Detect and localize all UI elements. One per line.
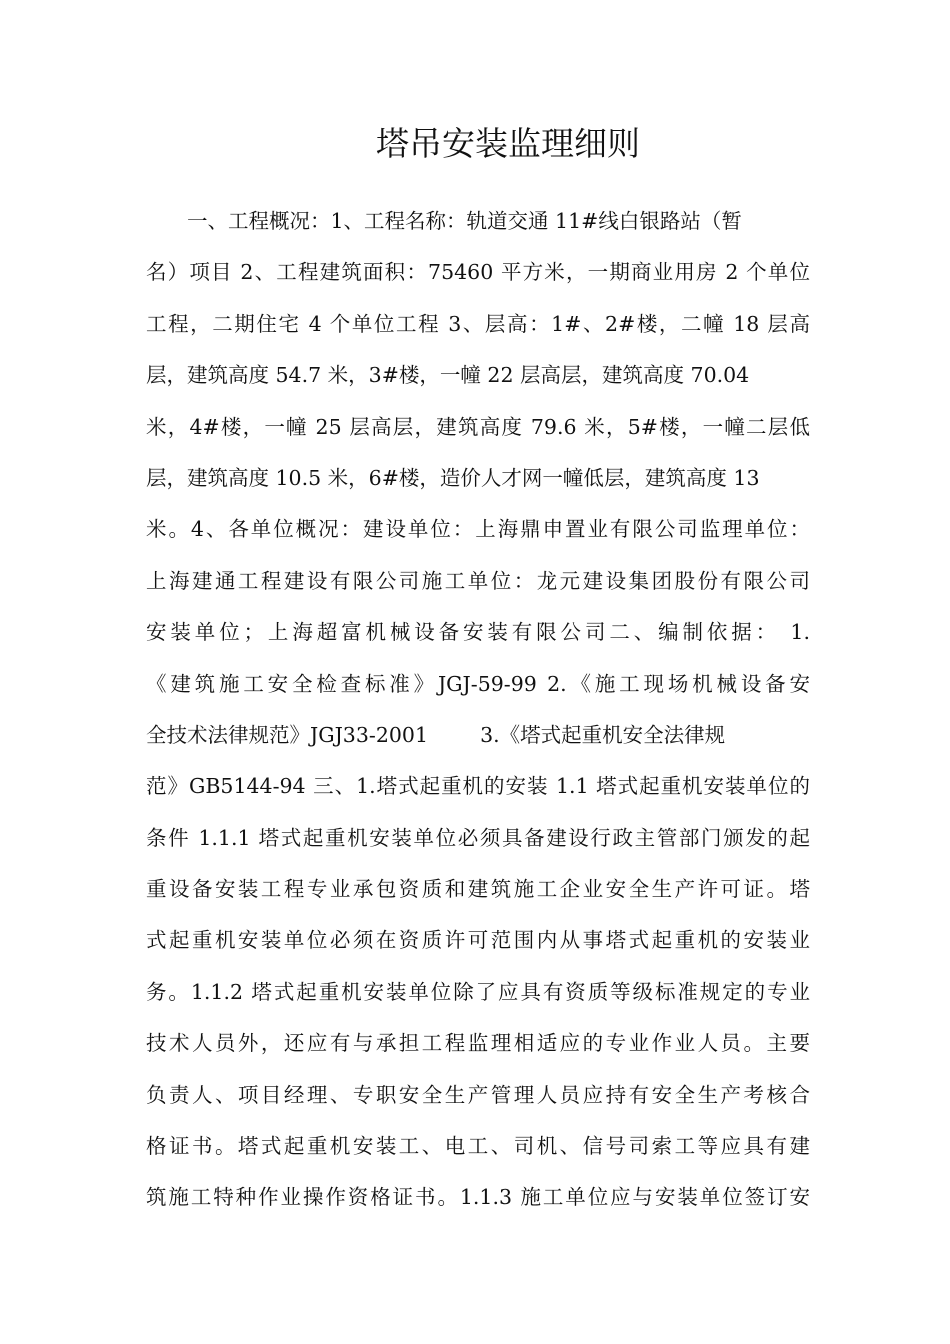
body-line: 工程，二期住宅 4 个单位工程 3、层高：1#、2#楼，二幢 18 层高 [146, 311, 810, 336]
body-line: 技术人员外，还应有与承担工程监理相适应的专业作业人员。主要 [146, 1031, 810, 1056]
body-line: 安装单位；上海超富机械设备安装有限公司二、编制依据： 1. [146, 620, 810, 645]
body-line: 名）项目 2、工程建筑面积：75460 平方米，一期商业用房 2 个单位 [146, 260, 810, 285]
document-title: 塔吊安装监理细则 [376, 124, 640, 163]
body-line: 《建筑施工安全检查标准》JGJ-59-99 2.《施工现场机械设备安 [146, 671, 810, 696]
body-line: 一、工程概况：1、工程名称：轨道交通 11#线白银路站（暂 [187, 209, 742, 233]
document-body [146, 196, 810, 1224]
body-line: 米。4、各单位概况：建设单位：上海鼎申置业有限公司监理单位： [146, 517, 810, 542]
body-line: 上海建通工程建设有限公司施工单位：龙元建设集团股份有限公司 [146, 568, 810, 593]
body-line: 层，建筑高度 10.5 米，6#楼，造价人才网一幢低层，建筑高度 13 [146, 465, 760, 490]
body-line: 层，建筑高度 54.7 米，3#楼，一幢 22 层高层，建筑高度 70.04 [146, 363, 750, 388]
body-line: 格证书。塔式起重机安装工、电工、司机、信号司索工等应具有建 [146, 1134, 810, 1159]
body-line: 式起重机安装单位必须在资质许可范围内从事塔式起重机的安装业 [146, 928, 810, 953]
body-line: 条件 1.1.1 塔式起重机安装单位必须具备建设行政主管部门颁发的起 [146, 825, 810, 850]
body-line: 重设备安装工程专业承包资质和建筑施工企业安全生产许可证。塔 [146, 877, 810, 902]
body-line: 务。1.1.2 塔式起重机安装单位除了应具有资质等级标准规定的专业 [146, 979, 810, 1004]
body-line: 全技术法律规范》JGJ33-2001 3.《塔式起重机安全法律规 [146, 722, 726, 747]
body-line: 米，4#楼，一幢 25 层高层，建筑高度 79.6 米，5#楼，一幢二层低 [146, 414, 810, 439]
body-line: 范》GB5144-94 三、1.塔式起重机的安装 1.1 塔式起重机安装单位的 [146, 774, 810, 799]
body-line: 负责人、项目经理、专职安全生产管理人员应持有安全生产考核合 [146, 1082, 810, 1107]
body-line: 筑施工特种作业操作资格证书。1.1.3 施工单位应与安装单位签订安 [146, 1185, 810, 1210]
